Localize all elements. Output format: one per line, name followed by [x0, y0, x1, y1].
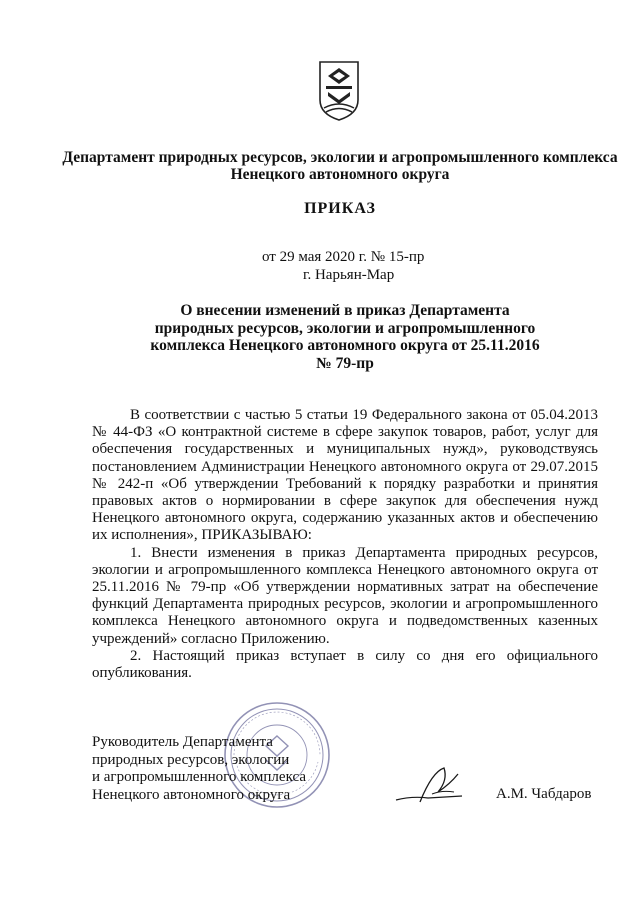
item-2-paragraph: 2. Настоящий приказ вступает в силу со дня его официального опубликования.: [92, 647, 598, 682]
order-city: г. Нарьян-Мар: [303, 267, 395, 283]
handwritten-signature: [392, 762, 482, 812]
document-type-title: ПРИКАЗ: [304, 200, 376, 217]
signatory-name: А.М. Чабдаров: [496, 786, 592, 802]
preamble-paragraph: В соответствии с частью 5 статьи 19 Федерального закона от 05.04.2013 № 44-ФЗ «О контрактной системе в сфере закупок товаров, работ, услуг для обеспечения государственных и муниципальных нужд», руководствуясь постановлением Администрации Ненецкого автономного округа от 29.07.2015 № 242-п «Об утверждении Требований к порядку разработки и принятия правовых актов о нормировании в сфере закупок для обеспечения нужд Ненецкого автономного округа, содержанию указанных актов и обеспечению их исполнения», ПРИКАЗЫВАЮ:: [92, 407, 598, 544]
position-line-2: природных ресурсов, экологии: [92, 751, 290, 768]
item-1-paragraph: 1. Внести изменения в приказ Департамента природных ресурсов, экологии и агропромышленного комплекса Ненецкого автономного округа от 25.11.2016 № 79-пр «Об утверждении нормативных затрат на обеспечение функций Департамента природных ресурсов, экологии и агропромышленного комплекса Ненецкого автономного округа и подведомственных казенных учреждений» согласно Приложению.: [92, 544, 598, 647]
department-name: Департамент природных ресурсов, экологии и агропромышленного комплекса Ненецкого автономного округа: [62, 149, 618, 183]
position-line-4: Ненецкого автономного округа: [92, 786, 291, 803]
position-line-3: и агропромышленного комплекса: [92, 769, 306, 785]
order-date-number: от 29 мая 2020 г. № 15-пр: [262, 249, 425, 265]
order-subject: О внесении изменений в приказ Департамента природных ресурсов, экологии и агропромышленного комплекса Ненецкого автономного округа от 25.11.2016 № 79-пр: [150, 302, 540, 372]
coat-of-arms-emblem: [316, 60, 362, 122]
order-body: [92, 407, 598, 682]
position-line-1: Руководитель Департамента: [92, 734, 273, 750]
signatory-position: [92, 734, 306, 804]
